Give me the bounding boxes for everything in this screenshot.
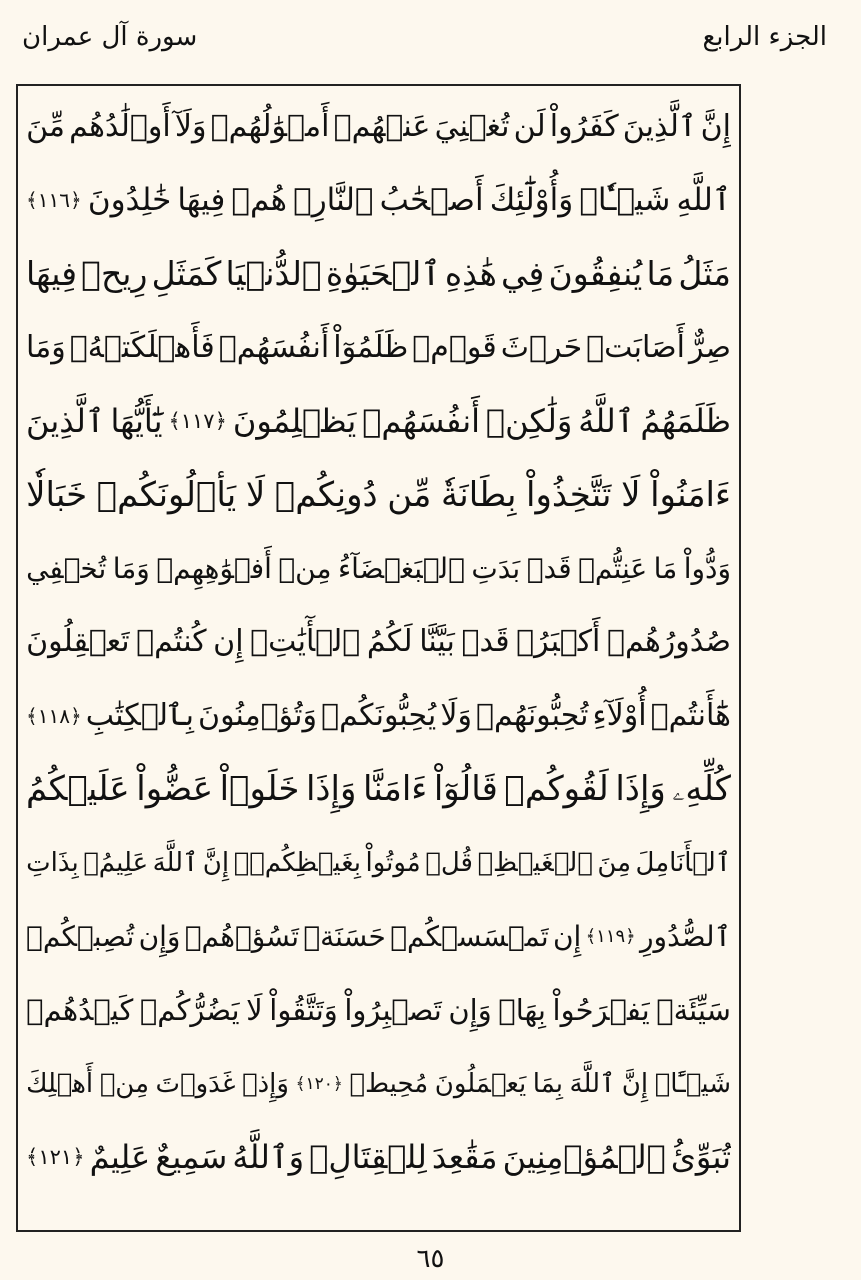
text-word: وَدُّواْ <box>683 551 731 585</box>
text-word: بِطَانَةٗ <box>441 474 517 515</box>
text-word: بَدَتِ <box>471 551 521 585</box>
text-word: تَصۡبِرُواْ <box>344 992 442 1027</box>
text-line <box>26 311 731 385</box>
text-word: تُصِبۡكُمۡ <box>26 919 135 953</box>
text-word: لَن <box>513 109 546 145</box>
text-word: هُمۡ <box>231 182 287 219</box>
text-word: لَقُوكُمۡ <box>504 769 609 810</box>
text-word: قَالُوٓاْ <box>433 769 498 810</box>
text-word: سَيِّئَةٞ <box>656 992 731 1027</box>
text-word: تَمۡسَسۡكُمۡ <box>390 919 549 953</box>
text-word: قَدۡ <box>461 624 510 660</box>
text-line <box>26 164 731 238</box>
text-word: يَعۡمَلُونَ <box>434 1068 527 1099</box>
text-word: إِنَّ <box>202 847 230 878</box>
text-word: ٱللَّهُ <box>578 402 635 441</box>
text-word: بِغَيۡظِكُمۡۗ <box>233 847 361 878</box>
text-word: يَٰٓأَيُّهَا <box>110 402 163 441</box>
text-line <box>26 532 731 606</box>
text-word: وَإِن <box>448 992 492 1027</box>
text-word: شَيۡـًٔاۗ <box>654 1068 731 1099</box>
text-word: عَضُّواْ <box>136 769 214 810</box>
text-word: غَدَوۡتَ <box>155 1068 236 1099</box>
page-number: ٦٥ <box>416 1244 445 1274</box>
text-line <box>26 384 731 458</box>
text-word: وَلَا <box>440 698 472 734</box>
text-word: لَا <box>621 474 641 515</box>
text-word: ٱلۡمُؤۡمِنِينَ <box>502 1138 666 1177</box>
text-line <box>26 605 731 679</box>
text-word: كَمَثَلِ <box>151 254 222 294</box>
text-word: أَنفُسَهُمۡ <box>218 330 330 366</box>
text-word: مِنۡ <box>278 551 332 585</box>
text-word: شَيۡـٔٗاۖ <box>579 182 671 219</box>
text-word: مَثَلُ <box>678 254 731 294</box>
text-word: مِنۡ <box>99 1068 150 1099</box>
text-word: صُدُورُهُمۡ <box>607 624 731 660</box>
text-line <box>26 90 731 164</box>
text-word: هَٰٓأَنتُمۡ <box>650 698 731 734</box>
text-word: وَلَآ <box>174 109 207 145</box>
text-word: ٱلنَّارِۖ <box>293 182 374 219</box>
text-word: مَقَٰعِدَ <box>431 1138 498 1177</box>
text-word: وَتَتَّقُواْ <box>269 992 338 1027</box>
text-word: ٱلدُّنۡيَا <box>225 254 322 294</box>
text-line <box>26 826 731 900</box>
text-word: خَلَوۡاْ <box>219 769 300 810</box>
text-word: مِنَ <box>597 847 632 878</box>
text-word: أَصۡحَٰبُ <box>379 182 484 219</box>
text-word: وَٱللَّهُ <box>232 1138 305 1177</box>
text-word: عَلِيمٌ <box>89 1138 151 1177</box>
text-word: بِذَاتِ <box>26 847 79 878</box>
text-word: قَدۡ <box>526 551 572 585</box>
text-word: ءَامَنَّا <box>362 769 428 810</box>
text-word: تَعۡقِلُونَ <box>26 624 130 660</box>
text-word: مَا <box>653 551 678 585</box>
text-word: رِيحٖ <box>81 254 148 294</box>
text-word: تُبَوِّئُ <box>670 1138 731 1177</box>
text-word: وَمَا <box>112 551 150 585</box>
text-word: حَسَنَةٞ <box>303 919 386 953</box>
text-word: ٱللَّهَ <box>152 847 199 878</box>
text-word: ٱلۡغَيۡظِۚ <box>477 847 593 878</box>
text-line <box>26 679 731 753</box>
text-word: تُحِبُّونَهُمۡ <box>476 698 589 734</box>
text-word: لِلۡقِتَالِۗ <box>309 1138 427 1177</box>
text-word: أَكۡبَرُۚ <box>516 624 601 660</box>
text-word: بِٱلۡكِتَٰبِ <box>85 698 194 734</box>
text-word: تَتَّخِذُواْ <box>526 474 612 515</box>
text-word: قُلۡ <box>425 847 473 878</box>
text-word: تُخۡفِي <box>26 551 107 585</box>
text-line <box>26 752 731 826</box>
text-word: مَا <box>646 254 675 294</box>
text-word: دُونِكُمۡ <box>274 474 378 515</box>
text-line <box>26 973 731 1047</box>
text-word: مِّن <box>387 474 432 515</box>
text-word: أَمۡوَٰلُهُمۡ <box>210 109 330 145</box>
text-word: ظَلَمَهُمُ <box>640 402 731 441</box>
text-word: أَصَابَتۡ <box>586 330 685 366</box>
text-word: يَظۡلِمُونَ <box>232 402 357 441</box>
text-word: كُلِّهِۦ <box>672 769 731 810</box>
text-word: ﴿١١٧﴾ <box>168 409 227 434</box>
text-word: ٱلَّذِينَ <box>622 109 697 145</box>
text-word: عَلَيۡكُمُ <box>26 769 130 810</box>
text-word: حَرۡثَ <box>500 330 583 366</box>
text-word: ﴿١١٨﴾ <box>26 703 82 728</box>
text-word: وَأُوْلَٰٓئِكَ <box>489 182 574 219</box>
text-word: بَيَّنَّا <box>419 624 455 660</box>
text-word: بِهَاۖ <box>498 992 546 1027</box>
text-word: فِيهَا <box>177 182 226 219</box>
text-word: قَوۡمٖ <box>412 330 497 366</box>
page-header <box>16 14 845 58</box>
text-word: ﴿١١٦﴾ <box>26 188 82 213</box>
text-word: ٱللَّهِ <box>676 182 731 219</box>
text-word: وَمَا <box>26 330 66 366</box>
text-word: ٱلۡأَنَامِلَ <box>635 847 731 878</box>
text-word: فِيهَا <box>26 254 77 294</box>
text-word: لَا <box>245 474 266 515</box>
text-word: وَإِذۡ <box>241 1068 289 1099</box>
text-word: سَمِيعٌ <box>155 1138 228 1177</box>
text-word: وَإِن <box>138 919 181 953</box>
text-word: ٱللَّهَ <box>569 1068 616 1099</box>
text-frame <box>16 84 741 1232</box>
text-word: يُنفِقُونَ <box>548 254 643 294</box>
text-word: لَكُمُ <box>366 624 413 660</box>
text-word: ﴿١٢١﴾ <box>26 1145 85 1170</box>
text-word: ﴿١١٩﴾ <box>585 925 636 947</box>
text-line <box>26 237 731 311</box>
text-word: يَأۡلُونَكُمۡ <box>96 474 237 515</box>
text-word: يَفۡرَحُواْ <box>552 992 650 1027</box>
text-word: وَلَٰكِنۡ <box>485 402 573 441</box>
text-word: ﴿١٢٠﴾ <box>295 1074 343 1095</box>
text-line <box>26 458 731 532</box>
text-word: إِن <box>552 919 582 953</box>
text-word: وَتُؤۡمِنُونَ <box>198 698 318 734</box>
text-word: أَهۡلِكَ <box>26 1068 94 1099</box>
text-line <box>26 900 731 974</box>
text-word: يُحِبُّونَكُمۡ <box>321 698 437 734</box>
text-word: لَا <box>246 992 263 1027</box>
text-word: إِنَّ <box>700 109 731 145</box>
text-word: أَنفُسَهُمۡ <box>362 402 480 441</box>
text-line <box>26 1120 731 1194</box>
text-word: ٱلۡحَيَوٰةِ <box>325 254 441 294</box>
surah-title: سورة آل عمران <box>22 22 198 52</box>
text-word: أُوْلَآءِ <box>592 698 647 734</box>
text-word: وَإِذَا <box>615 769 666 810</box>
text-word: ٱلصُّدُورِ <box>640 919 731 953</box>
text-word: كَيۡدُهُمۡ <box>26 992 134 1027</box>
text-word: خَبَالٗا <box>26 474 88 515</box>
quran-text-area <box>26 90 731 1226</box>
text-word: خَٰلِدُونَ <box>87 182 172 219</box>
text-word: ٱلۡأٓيَٰتِۖ <box>250 624 361 660</box>
text-word: ظَلَمُوٓاْ <box>333 330 409 366</box>
text-word: فِي <box>501 254 545 294</box>
text-word: أَفۡوَٰهِهِمۡ <box>156 551 272 585</box>
text-word: عَلِيمُۢ <box>83 847 149 878</box>
text-word: صِرٌّ <box>688 330 731 366</box>
text-word: إِن <box>213 624 244 660</box>
text-word: مُوتُواْ <box>365 847 421 878</box>
text-word: مُحِيطٞ <box>349 1068 429 1099</box>
text-word: أَوۡلَٰدُهُم <box>69 109 171 145</box>
text-word: عَنۡهُمۡ <box>333 109 431 145</box>
text-word: مِّنَ <box>26 109 65 145</box>
juz-title: الجزء الرابع <box>702 22 827 52</box>
text-word: عَنِتُّمۡ <box>578 551 648 585</box>
text-word: وَإِذَا <box>305 769 357 810</box>
text-word: تَسُؤۡهُمۡ <box>184 919 299 953</box>
text-word: كَفَرُواْ <box>549 109 619 145</box>
text-word: فَأَهۡلَكَتۡهُۚ <box>69 330 215 366</box>
text-word: تُغۡنِيَ <box>434 109 510 145</box>
text-word: ٱلَّذِينَ <box>26 402 105 441</box>
text-line <box>26 1047 731 1121</box>
text-word: إِنَّ <box>621 1068 649 1099</box>
text-word: بِمَا <box>532 1068 563 1099</box>
text-word: هَٰذِهِ <box>444 254 497 294</box>
text-word: يَضُرُّكُمۡ <box>139 992 240 1027</box>
text-word: كُنتُمۡ <box>136 624 207 660</box>
text-word: ءَامَنُواْ <box>650 474 731 515</box>
text-word: ٱلۡبَغۡضَآءُ <box>338 551 465 585</box>
